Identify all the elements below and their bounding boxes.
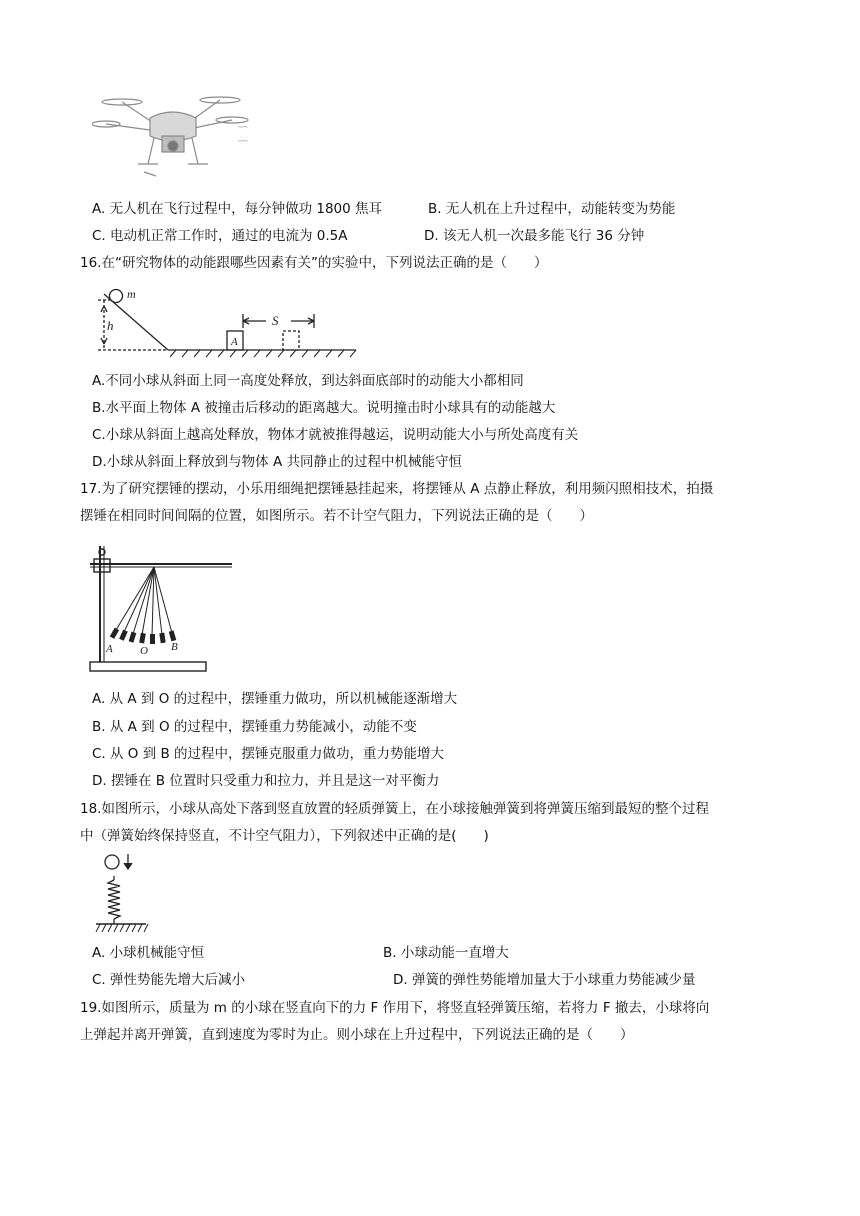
q19-stem-line2: 上弹起并离开弹簧，直到速度为零时为止。则小球在上升过程中，下列说法正确的是（ ） <box>80 1027 634 1043</box>
q19-stem-line1: 19.如图所示，质量为 m 的小球在竖直向下的力 F 作用下，将竖直轻弹簧压缩，若将力 F 撤去，小球将向 <box>80 1000 710 1016</box>
q17-option-a: A. 从 A 到 O 的过程中，摆锤重力做功，所以机械能逐渐增大 <box>92 691 458 707</box>
q18-stem-line2: 中（弹簧始终保持竖直，不计空气阻力），下列叙述中正确的是( ) <box>80 828 489 844</box>
q16-label-h: h <box>107 318 114 333</box>
q15-option-a: A. 无人机在飞行过程中，每分钟做功 1800 焦耳 <box>92 201 383 217</box>
q17-option-d: D. 摆锤在 B 位置时只受重力和拉力，并且是这一对平衡力 <box>92 773 440 789</box>
q16-label-m: m <box>127 287 136 301</box>
q17-label-o: O <box>140 645 148 657</box>
q16-label-a: A <box>231 336 238 348</box>
q15-option-d: D. 该无人机一次最多能飞行 36 分钟 <box>424 228 645 244</box>
q18-option-d: D. 弹簧的弹性势能增加量大于小球重力势能减少量 <box>393 972 696 988</box>
q18-spring-figure <box>94 852 154 936</box>
q17-option-b: B. 从 A 到 O 的过程中，摆锤重力势能减小，动能不变 <box>92 719 417 735</box>
svg-text:~~: ~~ <box>238 136 248 146</box>
q16-option-d: D.小球从斜面上释放到与物体 A 共同静止的过程中机械能守恒 <box>92 454 463 470</box>
q16-label-s: S <box>272 313 279 328</box>
q17-label-a: A <box>106 643 113 655</box>
q18-option-c: C. 弹性势能先增大后减小 <box>92 972 246 988</box>
q17-stem-line2: 摆锤在相同时间间隔的位置，如图所示。若不计空气阻力，下列说法正确的是（ ） <box>80 508 593 524</box>
q17-label-b: B <box>171 641 178 653</box>
q18-stem-line1: 18.如图所示，小球从高处下落到竖直放置的轻质弹簧上，在小球接触弹簧到将弹簧压缩到最短的整个过程 <box>80 801 709 817</box>
svg-text:~~: ~~ <box>238 122 248 132</box>
q15-option-c: C. 电动机正常工作时，通过的电流为 0.5A <box>92 228 348 244</box>
q15-option-b: B. 无人机在上升过程中，动能转变为势能 <box>428 201 676 217</box>
q17-stem-line1: 17.为了研究摆锤的摆动，小乐用细绳把摆锤悬挂起来，将摆锤从 A 点静止释放，利用频闪照相技术，拍摄 <box>80 481 714 497</box>
q17-pendulum-figure <box>86 544 236 674</box>
q16-option-b: B.水平面上物体 A 被撞击后移动的距离越大。说明撞击时小球具有的动能越大 <box>92 400 556 416</box>
q17-option-c: C. 从 O 到 B 的过程中，摆锤克服重力做功，重力势能增大 <box>92 746 445 762</box>
q18-option-b: B. 小球动能一直增大 <box>383 945 509 961</box>
q18-option-a: A. 小球机械能守恒 <box>92 945 205 961</box>
q16-incline-figure <box>96 284 358 358</box>
q16-stem: 16.在“研究物体的动能跟哪些因素有关”的实验中，下列说法正确的是（ ） <box>80 255 548 271</box>
drone-photo <box>92 88 270 184</box>
q16-option-c: C.小球从斜面上越高处释放，物体才就被推得越运，说明动能大小与所处高度有关 <box>92 427 579 443</box>
q16-option-a: A.不同小球从斜面上同一高度处释放，到达斜面底部时的动能大小都相同 <box>92 373 524 389</box>
